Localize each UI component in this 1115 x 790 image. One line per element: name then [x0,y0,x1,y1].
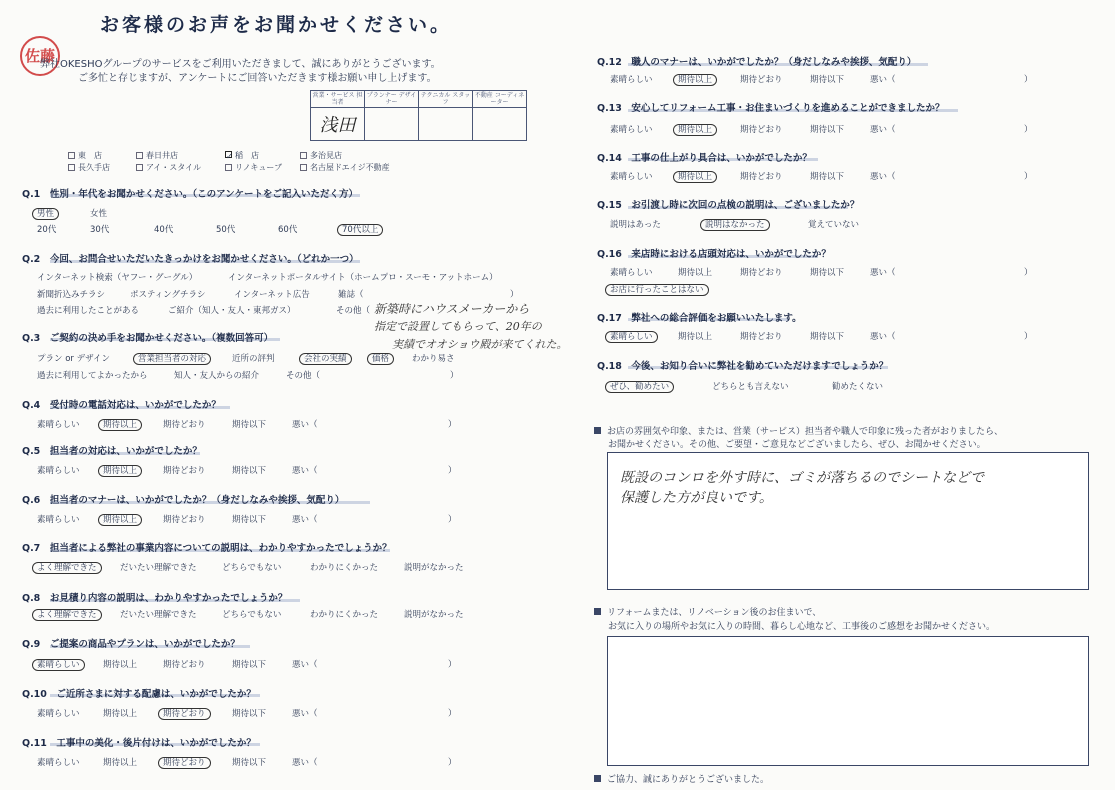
answer-option[interactable]: 期待以上 [678,123,717,135]
question-8: Q.8 お見積り内容の説明は、わかりやすかったでしょうか？ [22,593,288,604]
answer-option[interactable]: 悪い（ [870,332,896,342]
answer-option[interactable]: 悪い（ [292,515,318,525]
answer-option[interactable]: 期待以下 [810,75,845,85]
answer-option[interactable]: わかり易さ [412,354,455,364]
answer-option[interactable]: 期待どおり [740,268,783,278]
handwritten-note: 新築時にハウスメーカーから [374,302,530,316]
answer-option[interactable]: 期待以上 [103,418,142,430]
answer-option[interactable]: 悪い（ [292,660,318,670]
checkbox-icon [136,164,143,171]
answer-option[interactable]: 素晴らしい [37,515,80,525]
paren-close: ） [510,290,519,300]
answer-option[interactable]: 過去に利用してよかったから [37,371,148,381]
store-option[interactable]: 多治見店 [300,150,342,161]
paren-close: ） [1024,75,1033,85]
store-option[interactable]: アイ・スタイル [136,162,201,173]
answer-option[interactable]: その他（ [336,306,371,316]
question-12: Q.12 職人のマナーは、いかがでしたか？（身だしなみや挨拶、気配り） [597,57,917,68]
store-option[interactable]: 東 店 [68,150,102,161]
answer-option[interactable]: 説明がなかった [404,563,464,573]
answer-option[interactable]: ポスティングチラシ [130,290,206,300]
comment-text: 保護した方が良いです。 [620,490,773,506]
answer-option[interactable]: 素晴らしい [37,466,80,476]
answer-option[interactable]: 悪い（ [870,268,896,278]
paren-close: ） [448,515,457,525]
comment-text: 既設のコンロを外す時に、ゴミが落ちるのでシートなどで [620,470,984,486]
answer-option[interactable]: 新聞折込みチラシ [37,290,106,300]
answer-option[interactable]: 悪い（ [870,172,896,182]
answer-option[interactable]: 素晴らしい [610,125,653,135]
staff-value[interactable] [365,108,419,141]
answer-option[interactable]: 期待どおり [163,660,206,670]
question-9: Q.9 ご提案の商品やプランは、いかがでしたか？ [22,639,240,650]
answer-option[interactable]: 期待以下 [810,172,845,182]
square-bullet-icon [594,608,601,615]
section-1-subheading: お聞かせください。その他、ご要望・ご意見などございましたら、ぜひ、お聞かせください。 [608,440,986,450]
answer-option[interactable]: わかりにくかった [310,563,379,573]
checkbox-icon [300,164,307,171]
paren-close: ） [448,758,457,768]
answer-option[interactable]: 素晴らしい [37,758,80,768]
answer-option[interactable]: 素晴らしい [37,420,80,430]
question-4: Q.4 受付時の電話対応は、いかがでしたか？ [22,400,221,411]
paren-close: ） [448,420,457,430]
answer-option[interactable]: 近所の評判 [232,354,275,364]
section-2-subheading: お気に入りの場所やお気に入りの時間、暮らし心地など、工事後のご感想をお聞かせください。 [608,622,996,632]
answer-option[interactable]: よく理解できた [37,561,102,573]
question-16: Q.16 来店時における店頭対応は、いかがでしたか？ [597,249,831,260]
section-2-heading: リフォームまたは、リノベーション後のお住まいで、 [594,605,821,618]
page-title: お客様のお声をお聞かせください。 [100,14,453,36]
answer-option[interactable]: インターネットポータルサイト（ホームプロ・スーモ・アットホーム） [228,273,498,283]
question-15: Q.15 お引渡し時に次回の点検の説明は、ございましたか？ [597,200,860,211]
answer-option[interactable]: 価格 [372,352,394,364]
staff-header: 営業・サービス 担当者 [311,91,365,108]
handwritten-note: 指定で設置してもらって、20年の [374,320,542,333]
answer-option[interactable]: どちらでもない [222,563,282,573]
answer-option[interactable]: だいたい理解できた [120,610,197,620]
thanks-note: ご協力、誠にありがとうございました。 [594,772,769,785]
handwritten-note: 実績でオオショウ殿が来てくれた。 [392,338,568,351]
checkbox-icon [68,152,75,159]
answer-option[interactable]: 期待以下 [232,420,267,430]
answer-option[interactable]: 期待どおり [163,707,211,719]
answer-option[interactable]: 期待どおり [163,466,206,476]
store-option[interactable]: リノキューブ [225,162,282,173]
answer-option[interactable]: 50代 [216,225,236,235]
answer-option[interactable]: 素晴らしい [610,330,658,342]
answer-option[interactable]: 期待以下 [232,466,267,476]
answer-option[interactable]: 期待どおり [740,172,783,182]
checkbox-icon [300,152,307,159]
comment-box-1[interactable] [607,452,1089,590]
answer-option[interactable]: ぜひ、勧めたい [610,380,674,392]
answer-option[interactable]: 勧めたくない [832,382,884,392]
answer-option[interactable]: 70代以上 [342,223,383,235]
answer-option[interactable]: お店に行ったことはない [610,283,709,295]
answer-option[interactable]: 知人・友人からの紹介 [174,371,260,381]
square-bullet-icon [594,427,601,434]
intro-line-1: 弊社OKESHOグループのサービスをご利用いただきまして、誠にありがとうございます。 [40,59,441,70]
question-5: Q.5 担当者の対応は、いかがでしたか？ [22,446,202,457]
answer-option[interactable]: 期待以下 [810,125,845,135]
answer-option[interactable]: 悪い（ [292,758,318,768]
answer-option[interactable]: 営業担当者の対応 [138,352,211,364]
answer-option[interactable]: 悪い（ [292,420,318,430]
answer-option[interactable]: 期待以上 [103,660,138,670]
staff-header: テクニカル スタッフ [419,91,473,108]
answer-option[interactable]: 期待以下 [810,268,845,278]
question-14: Q.14 工事の仕上がり具合は、いかがでしたか？ [597,153,812,164]
question-1: Q.1 性別・年代をお聞かせください。（このアンケートをご記入いただく方） [22,189,358,200]
answer-option[interactable]: 素晴らしい [610,268,653,278]
staff-table [310,90,527,141]
answer-option[interactable]: 期待どおり [163,515,206,525]
question-10: Q.10 ご近所さまに対する配慮は、いかがでしたか？ [22,689,256,700]
answer-option[interactable]: 雑誌（ [338,290,364,300]
answer-option[interactable]: 素晴らしい [610,75,653,85]
answer-option[interactable]: 素晴らしい [37,709,80,719]
answer-option[interactable]: 期待以下 [232,758,267,768]
answer-option[interactable]: 悪い（ [870,125,896,135]
answer-option[interactable]: ご紹介（知人・友人・東邦ガス） [168,306,296,316]
square-bullet-icon [594,775,601,782]
answer-option[interactable]: 60代 [278,225,298,235]
answer-option[interactable]: 期待以上 [103,464,142,476]
question-11: Q.11 工事中の美化・後片付けは、いかがでしたか？ [22,738,256,749]
answer-option[interactable]: 期待以上 [103,709,138,719]
answer-option[interactable]: 期待以上 [678,170,717,182]
answer-option[interactable]: 期待以下 [232,660,267,670]
answer-option[interactable]: 期待以下 [810,332,845,342]
answer-option[interactable]: プラン or デザイン [37,354,111,364]
answer-option[interactable]: 期待どおり [740,332,783,342]
staff-value[interactable] [473,108,527,141]
store-option[interactable]: ✓ 稲 店 [226,151,259,161]
answer-option[interactable]: 過去に利用したことがある [37,306,140,316]
question-17: Q.17 弊社への総合評価をお願いいたします。 [597,313,802,324]
answer-option[interactable]: 会社の実績 [304,352,352,364]
answer-option[interactable]: 期待以上 [678,332,713,342]
answer-option[interactable]: 素晴らしい [610,172,653,182]
checkbox-icon [68,164,75,171]
question-13: Q.13 安心してリフォーム工事・お住まいづくりを進めることができましたか？ [597,103,945,114]
seal-stamp: 佐藤 [20,36,60,76]
paren-close: ） [1024,125,1033,135]
answer-option[interactable]: 説明はあった [610,220,661,230]
comment-box-2[interactable] [607,636,1089,766]
paren-close: ） [450,371,459,381]
question-2: Q.2 今回、お問合せいただいたきっかけをお聞かせください。（どれか一つ） [22,254,359,265]
answer-option[interactable]: どちらとも言えない [712,382,789,392]
answer-option[interactable]: 期待どおり [740,75,783,85]
answer-option[interactable]: よく理解できた [37,608,102,620]
paren-close: ） [1024,172,1033,182]
answer-option[interactable]: どちらでもない [222,610,282,620]
answer-option[interactable]: 40代 [154,225,174,235]
answer-option[interactable]: 期待どおり [163,420,206,430]
staff-header: 不動産 コーディネーター [473,91,527,108]
question-7: Q.7 担当者による弊社の事業内容についての説明は、わかりやすかったでしょうか？ [22,543,392,554]
answer-option[interactable]: 悪い（ [292,466,318,476]
answer-option[interactable]: 悪い（ [292,709,318,719]
answer-option[interactable]: 素晴らしい [37,658,85,670]
question-18: Q.18 今後、お知り合いに弊社を勧めていただけますでしょうか？ [597,361,889,372]
store-option[interactable]: 春日井店 [136,150,178,161]
checkbox-icon [136,152,143,159]
answer-option[interactable]: 30代 [90,225,110,235]
answer-option[interactable]: 20代 [37,225,57,235]
staff-value[interactable]: 浅田 [311,108,365,141]
answer-option[interactable]: その他（ [286,371,321,381]
question-3: Q.3 ご契約の決め手をお聞かせください。（複数回答可） [22,333,274,344]
answer-option[interactable]: だいたい理解できた [120,563,197,573]
store-option[interactable]: 長久手店 [68,162,110,173]
answer-option[interactable]: 期待どおり [163,756,211,768]
checkbox-icon [225,164,232,171]
answer-option[interactable]: 説明はなかった [705,218,770,230]
answer-option[interactable]: 期待以下 [232,709,267,719]
staff-value[interactable] [419,108,473,141]
paren-close: ） [448,709,457,719]
staff-header: プランナー デザイナー [365,91,419,108]
answer-option[interactable]: 説明がなかった [404,610,464,620]
answer-option[interactable]: 女性 [90,209,108,219]
paren-close: ） [448,660,457,670]
answer-option[interactable]: 期待以上 [678,268,713,278]
answer-option[interactable]: 期待以上 [678,73,717,85]
answer-option[interactable]: 期待以下 [232,515,267,525]
answer-option[interactable]: 悪い（ [870,75,896,85]
answer-option[interactable]: わかりにくかった [310,610,379,620]
answer-option[interactable]: 期待以上 [103,758,138,768]
answer-option[interactable]: 覚えていない [808,220,860,230]
answer-option[interactable]: 男性 [37,207,59,219]
section-1-heading: お店の雰囲気や印象、または、営業（サービス）担当者や職人で印象に残った者がおりましたら、 [594,424,1003,437]
paren-close: ） [1024,268,1033,278]
answer-option[interactable]: 期待以上 [103,513,142,525]
store-option[interactable]: 名古屋ドエイジ不動産 [300,162,390,173]
question-6: Q.6 担当者のマナーは、いかがでしたか？（身だしなみや挨拶、気配り） [22,495,345,506]
intro-line-2: ご多忙と存じますが、アンケートにご回答いただきます様お願い申し上げます。 [78,73,437,84]
answer-option[interactable]: インターネット検索（ヤフー・グーグル） [37,273,198,283]
answer-option[interactable]: インターネット広告 [234,290,310,300]
paren-close: ） [448,466,457,476]
paren-close: ） [1024,332,1033,342]
checkbox-icon: ✓ [226,152,233,161]
answer-option[interactable]: 期待どおり [740,125,783,135]
